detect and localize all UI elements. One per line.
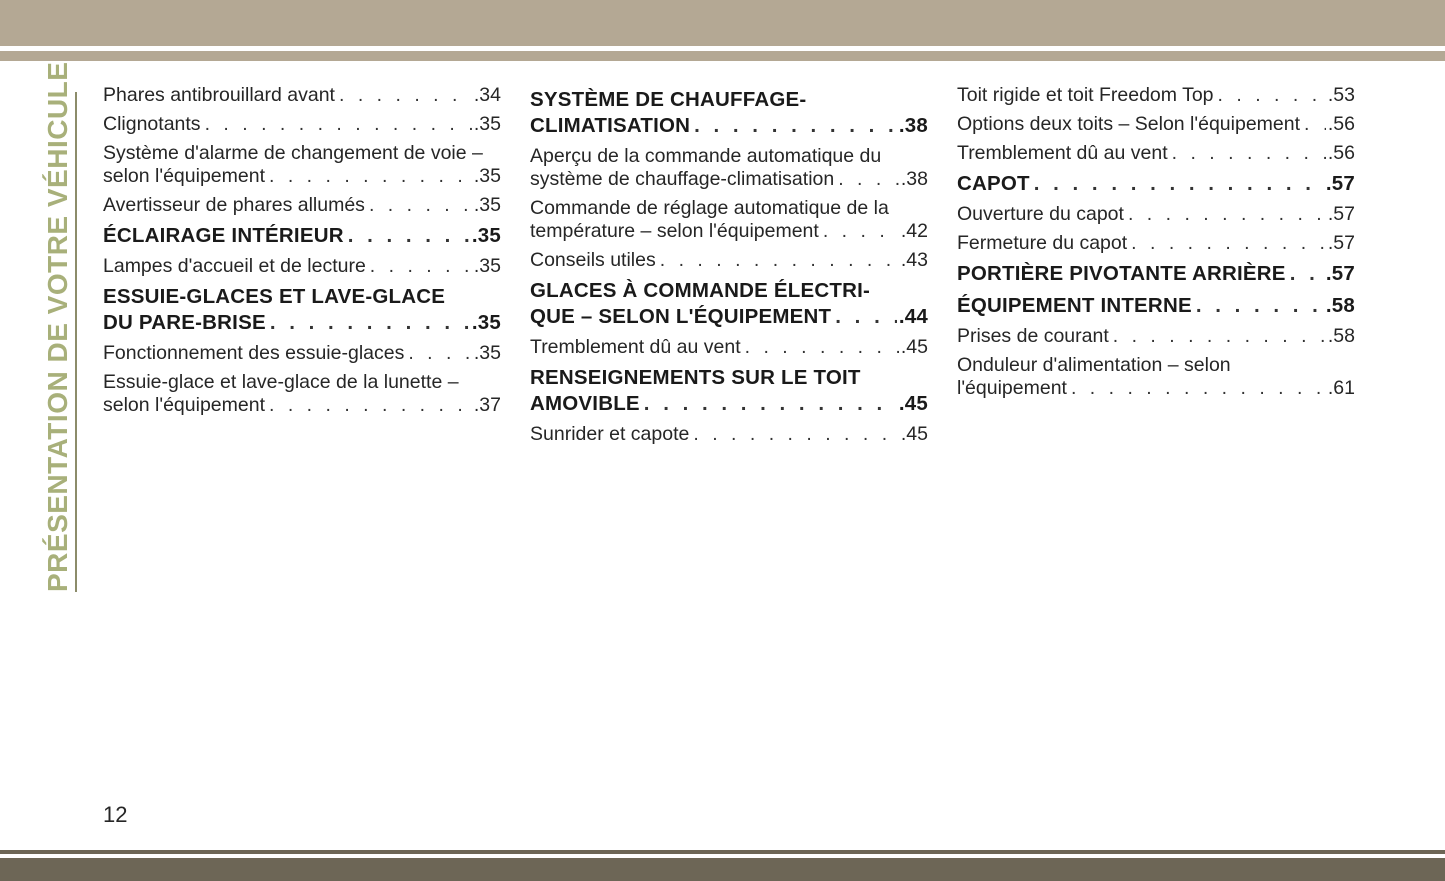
toc-entry-page: .42 [900, 220, 928, 242]
dot-leader [1034, 171, 1324, 197]
toc-entry-title: PORTIÈRE PIVOTANTE ARRIÈRE [957, 262, 1286, 285]
toc-entry-page: .53 [1327, 84, 1355, 106]
top-header-rule [0, 51, 1445, 61]
section-side-title: PRÉSENTATION DE VOTRE VÉHICULE [42, 61, 73, 592]
toc-entry [530, 336, 928, 359]
dot-leader [660, 249, 899, 272]
toc-entry-line [530, 249, 928, 272]
toc-entry-page: .35 [473, 342, 501, 364]
toc-column-2 [530, 84, 928, 452]
toc-entry [957, 113, 1355, 136]
toc-entry-page: .45 [900, 423, 928, 445]
toc-entry-line [957, 325, 1355, 348]
dot-leader [1131, 232, 1326, 255]
toc-entry [957, 84, 1355, 107]
toc-entry-title: ÉQUIPEMENT INTERNE [957, 294, 1192, 317]
toc-entry-title-line: Onduleur d'alimentation – selon [957, 354, 1231, 376]
toc-entry-title-line: Commande de réglage automatique de la [530, 197, 889, 219]
toc-entry-page: .45 [900, 336, 928, 358]
toc-entry-line [103, 194, 501, 217]
dot-leader [339, 84, 472, 107]
toc-column-3 [957, 84, 1355, 406]
toc-entry [957, 142, 1355, 165]
dot-leader [823, 220, 899, 243]
dot-leader [370, 255, 472, 278]
toc-entry-line [103, 165, 501, 188]
toc-entry-title: Options deux toits – Selon l'équipement [957, 113, 1301, 135]
toc-entry-title-line: ESSUIE-GLACES ET LAVE-GLACE [103, 285, 446, 308]
toc-entry-page: .35 [473, 255, 501, 277]
toc-entry-title: température – selon l'équipement [530, 220, 819, 242]
dot-leader [205, 113, 472, 136]
dot-leader [369, 194, 472, 217]
toc-entry-line [103, 394, 501, 417]
toc-entry-line [103, 310, 501, 336]
toc-entry [530, 145, 928, 191]
toc-entry-title-line: Système d'alarme de changement de voie – [103, 142, 483, 164]
toc-entry-title: QUE – SELON L'ÉQUIPEMENT [530, 305, 832, 328]
top-header-band [0, 0, 1445, 46]
toc-entry-page: .43 [900, 249, 928, 271]
toc-entry-page: .45 [898, 392, 928, 415]
toc-entry-title-line: GLACES À COMMANDE ÉLECTRI- [530, 279, 871, 302]
toc-entry-line [103, 113, 501, 136]
toc-entry-title-line: SYSTÈME DE CHAUFFAGE- [530, 88, 807, 111]
toc-entry-page: .57 [1327, 232, 1355, 254]
dot-leader [408, 342, 472, 365]
toc-section-heading [957, 171, 1355, 197]
bottom-footer-band [0, 858, 1445, 881]
toc-section-heading [103, 284, 501, 336]
toc-entry-title: CLIMATISATION [530, 114, 691, 137]
toc-entry-title: système de chauffage-climatisation [530, 168, 835, 190]
toc-entry-page: .35 [473, 165, 501, 187]
toc-entry-title: Lampes d'accueil et de lecture [103, 255, 366, 277]
toc-entry-line [957, 377, 1355, 400]
toc-entry-title: selon l'équipement [103, 394, 265, 416]
toc-entry-title: Conseils utiles [530, 249, 656, 271]
toc-entry-page: .58 [1327, 325, 1355, 347]
dot-leader [694, 113, 897, 139]
toc-entry-title-line: Aperçu de la commande automatique du [530, 145, 882, 167]
dot-leader [693, 423, 899, 446]
dot-leader [270, 310, 470, 336]
toc-entry-title: Sunrider et capote [530, 423, 690, 445]
toc-entry-page: .37 [473, 394, 501, 416]
toc-entry-title-line: RENSEIGNEMENTS SUR LE TOIT [530, 366, 861, 389]
toc-entry-page: .34 [473, 84, 501, 106]
toc-entry-title: Ouverture du capot [957, 203, 1124, 225]
toc-entry-line [530, 391, 928, 417]
toc-entry-line [530, 220, 928, 243]
dot-leader [835, 304, 897, 330]
toc-entry-title: Avertisseur de phares allumés [103, 194, 365, 216]
toc-entry [103, 255, 501, 278]
toc-entry-title: Tremblement dû au vent [530, 336, 741, 358]
dot-leader [1290, 261, 1324, 287]
toc-entry-title: DU PARE-BRISE [103, 311, 266, 334]
toc-entry-title: l'équipement [957, 377, 1067, 399]
toc-entry [957, 203, 1355, 226]
toc-entry-line [530, 336, 928, 359]
toc-entry-title: AMOVIBLE [530, 392, 640, 415]
toc-section-heading [530, 365, 928, 417]
dot-leader [1113, 325, 1326, 348]
toc-entry-line [530, 113, 928, 139]
toc-entry-line [957, 113, 1355, 136]
toc-section-heading [957, 293, 1355, 319]
toc-entry-title: Toit rigide et toit Freedom Top [957, 84, 1214, 106]
bottom-footer-rule [0, 850, 1445, 854]
toc-entry-title: Clignotants [103, 113, 201, 135]
toc-entry-title: Phares antibrouillard avant [103, 84, 335, 106]
toc-entry-page: .56 [1327, 142, 1355, 164]
toc-entry-line [103, 255, 501, 278]
toc-entry-page: .57 [1327, 203, 1355, 225]
side-title-rule [75, 92, 77, 592]
toc-entry-page: .35 [471, 311, 501, 334]
toc-entry-page: .38 [898, 114, 928, 137]
toc-entry-line [103, 84, 501, 107]
toc-entry [103, 371, 501, 417]
toc-entry-page: .38 [900, 168, 928, 190]
toc-entry [957, 354, 1355, 400]
toc-entry-line [103, 342, 501, 365]
toc-entry-title-line: Essuie-glace et lave-glace de la lunette – [103, 371, 459, 393]
dot-leader [348, 223, 470, 249]
dot-leader [1196, 293, 1324, 319]
toc-entry [103, 142, 501, 188]
toc-section-heading [530, 278, 928, 330]
toc-entry [103, 194, 501, 217]
dot-leader [838, 168, 899, 191]
toc-entry-title: Fermeture du capot [957, 232, 1128, 254]
toc-entry [103, 342, 501, 365]
toc-entry-title: Prises de courant [957, 325, 1109, 347]
toc-entry-title: Tremblement dû au vent [957, 142, 1168, 164]
toc-entry [103, 113, 501, 136]
toc-entry-line [530, 304, 928, 330]
toc-entry-page: .44 [898, 305, 928, 328]
toc-entry-line [957, 84, 1355, 107]
toc-entry-line [957, 232, 1355, 255]
toc-entry-line [957, 261, 1355, 287]
toc-section-heading [957, 261, 1355, 287]
toc-entry [957, 325, 1355, 348]
dot-leader [269, 394, 472, 417]
toc-entry [530, 423, 928, 446]
toc-entry-line [957, 293, 1355, 319]
toc-entry-title: ÉCLAIRAGE INTÉRIEUR [103, 224, 344, 247]
dot-leader [269, 165, 472, 188]
dot-leader [1071, 377, 1326, 400]
toc-entry-line [957, 142, 1355, 165]
toc-entry-page: .35 [471, 224, 501, 247]
toc-entry [530, 249, 928, 272]
toc-column-1 [103, 84, 501, 423]
toc-entry-page: .61 [1327, 377, 1355, 399]
dot-leader [745, 336, 899, 359]
toc-entry-line [530, 423, 928, 446]
toc-entry-page: .57 [1325, 172, 1355, 195]
toc-entry-page: .35 [473, 194, 501, 216]
toc-entry-title: Fonctionnement des essuie-glaces [103, 342, 405, 364]
toc-entry-page: .56 [1327, 113, 1355, 135]
dot-leader [644, 391, 897, 417]
toc-entry [103, 84, 501, 107]
dot-leader [1172, 142, 1326, 165]
toc-entry-line [957, 203, 1355, 226]
toc-entry-title: CAPOT [957, 172, 1030, 195]
toc-entry-page: .57 [1325, 262, 1355, 285]
page-number: 12 [103, 802, 128, 827]
toc-section-heading [103, 223, 501, 249]
toc-entry-title: selon l'équipement [103, 165, 265, 187]
dot-leader [1304, 113, 1326, 136]
dot-leader [1128, 203, 1326, 226]
toc-entry-line [957, 171, 1355, 197]
toc-entry-line [103, 223, 501, 249]
toc-entry-line [530, 168, 928, 191]
toc-entry-page: .35 [473, 113, 501, 135]
dot-leader [1218, 84, 1326, 107]
toc-entry [957, 232, 1355, 255]
toc-entry-page: .58 [1325, 294, 1355, 317]
toc-section-heading [530, 87, 928, 139]
toc-entry [530, 197, 928, 243]
